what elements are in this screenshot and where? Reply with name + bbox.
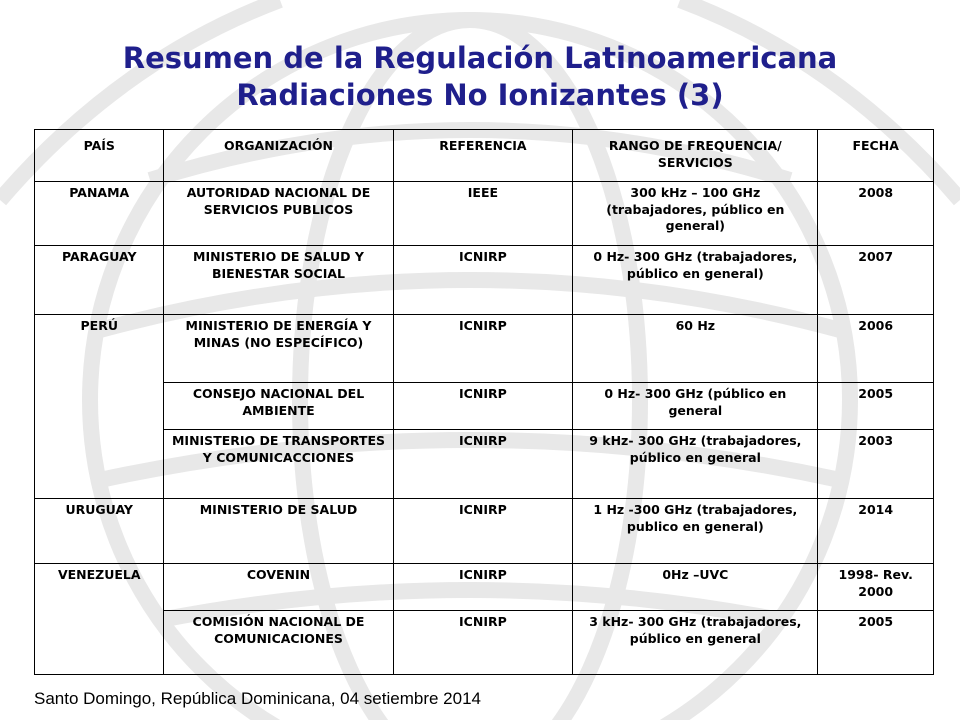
- header-rango: RANGO DE FREQUENCIA/ SERVICIOS: [573, 130, 818, 182]
- cell-fecha: 2006: [818, 315, 934, 383]
- cell-rango: 0 Hz- 300 GHz (trabajadores, público en general): [573, 246, 818, 315]
- footer-location-date: Santo Domingo, República Dominicana, 04 setiembre 2014: [34, 689, 481, 708]
- table-row: [35, 182, 934, 246]
- cell-fecha: 2008: [818, 182, 934, 246]
- cell-pais: PERÚ: [35, 315, 164, 499]
- cell-fecha: 2005: [818, 611, 934, 675]
- cell-organizacion: COVENIN: [164, 564, 393, 611]
- regulation-table: [34, 129, 934, 675]
- table-row: [35, 246, 934, 315]
- cell-rango: 9 kHz- 300 GHz (trabajadores, público en general: [573, 430, 818, 499]
- table-row: [35, 315, 934, 383]
- cell-referencia: ICNIRP: [393, 430, 573, 499]
- cell-organizacion: MINISTERIO DE ENERGÍA Y MINAS (NO ESPECÍFICO): [164, 315, 393, 383]
- title-line-1: Resumen de la Regulación Latinoamericana: [122, 41, 838, 75]
- cell-fecha: 2014: [818, 499, 934, 564]
- cell-organizacion: MINISTERIO DE SALUD: [164, 499, 393, 564]
- table-header-row: [35, 130, 934, 182]
- cell-fecha: 1998- Rev. 2000: [818, 564, 934, 611]
- table-row: [35, 430, 934, 499]
- cell-rango: 1 Hz -300 GHz (trabajadores, publico en general): [573, 499, 818, 564]
- cell-referencia: ICNIRP: [393, 499, 573, 564]
- cell-fecha: 2007: [818, 246, 934, 315]
- cell-fecha: 2005: [818, 383, 934, 430]
- page-title: [0, 40, 960, 114]
- cell-rango: 3 kHz- 300 GHz (trabajadores, público en general: [573, 611, 818, 675]
- cell-organizacion: AUTORIDAD NACIONAL DE SERVICIOS PUBLICOS: [164, 182, 393, 246]
- cell-organizacion: CONSEJO NACIONAL DEL AMBIENTE: [164, 383, 393, 430]
- table-row: [35, 383, 934, 430]
- cell-referencia: ICNIRP: [393, 564, 573, 611]
- cell-pais: URUGUAY: [35, 499, 164, 564]
- cell-referencia: ICNIRP: [393, 246, 573, 315]
- cell-rango: 60 Hz: [573, 315, 818, 383]
- cell-rango: 0Hz –UVC: [573, 564, 818, 611]
- header-referencia: REFERENCIA: [393, 130, 573, 182]
- table-row: [35, 499, 934, 564]
- cell-rango: 300 kHz – 100 GHz (trabajadores, público en general): [573, 182, 818, 246]
- cell-rango: 0 Hz- 300 GHz (público en general: [573, 383, 818, 430]
- cell-referencia: IEEE: [393, 182, 573, 246]
- table-row: [35, 611, 934, 675]
- title-line-2: Radiaciones No Ionizantes (3): [236, 78, 724, 112]
- table-row: [35, 564, 934, 611]
- cell-organizacion: MINISTERIO DE SALUD Y BIENESTAR SOCIAL: [164, 246, 393, 315]
- cell-pais: PARAGUAY: [35, 246, 164, 315]
- cell-pais: PANAMA: [35, 182, 164, 246]
- header-organizacion: ORGANIZACIÓN: [164, 130, 393, 182]
- cell-referencia: ICNIRP: [393, 315, 573, 383]
- cell-fecha: 2003: [818, 430, 934, 499]
- cell-organizacion: MINISTERIO DE TRANSPORTES Y COMUNICACCIONES: [164, 430, 393, 499]
- cell-referencia: ICNIRP: [393, 611, 573, 675]
- cell-pais: VENEZUELA: [35, 564, 164, 675]
- header-fecha: FECHA: [818, 130, 934, 182]
- cell-organizacion: COMISIÓN NACIONAL DE COMUNICACIONES: [164, 611, 393, 675]
- cell-referencia: ICNIRP: [393, 383, 573, 430]
- header-pais: PAÍS: [35, 130, 164, 182]
